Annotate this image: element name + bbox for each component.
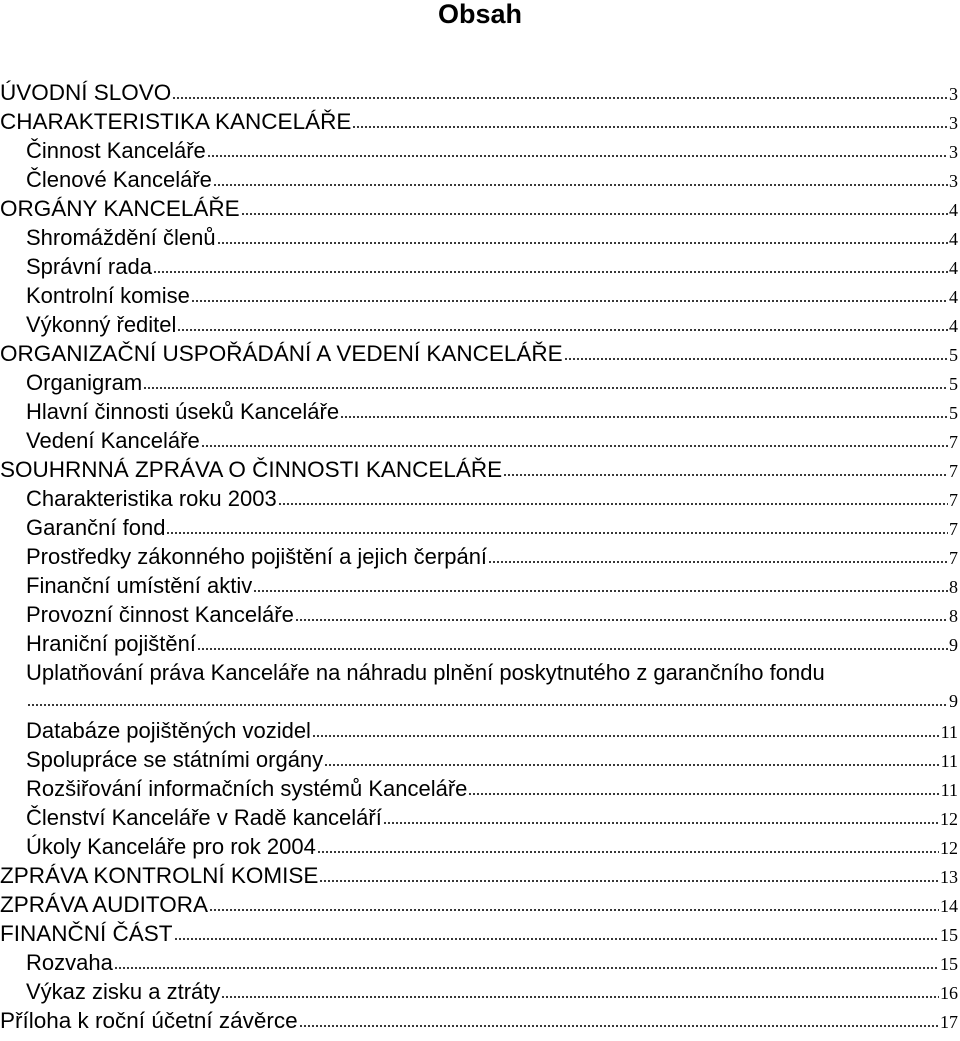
toc-entry[interactable] [0, 745, 960, 774]
toc-entry-title: ORGÁNY KANCELÁŘE [0, 196, 240, 221]
toc-entry[interactable] [0, 832, 960, 861]
toc-entry-title: Členové Kanceláře [26, 167, 212, 192]
toc-page-number: 7 [949, 461, 958, 481]
toc-page-number: 16 [940, 983, 958, 1003]
dot-leader [295, 619, 948, 621]
toc-entry-title: Vedení Kanceláře [26, 428, 200, 453]
toc-page-number: 14 [940, 896, 958, 916]
toc-entry[interactable] [0, 397, 960, 426]
dot-leader [209, 909, 939, 911]
dot-leader [166, 532, 948, 534]
dot-leader [340, 416, 948, 418]
toc-entry[interactable] [0, 803, 960, 832]
toc-page-number: 7 [949, 490, 958, 510]
toc-entry[interactable] [0, 455, 960, 484]
toc-page-number: 11 [940, 751, 958, 771]
toc-entry-title: Členství Kanceláře v Radě kanceláří [26, 805, 382, 830]
toc-entry-title: Správní rada [26, 254, 152, 279]
toc-entry[interactable] [0, 339, 960, 368]
toc-entry-title: CHARAKTERISTIKA KANCELÁŘE [0, 109, 352, 134]
toc-entry-title: Činnost Kanceláře [26, 138, 206, 163]
page-title: Obsah [437, 0, 523, 29]
toc-page-number: 5 [949, 345, 958, 365]
dot-leader [278, 503, 948, 505]
dot-leader [114, 967, 939, 969]
toc-page-number: 17 [940, 1012, 958, 1032]
dot-leader [253, 590, 948, 592]
dot-leader [174, 938, 939, 940]
toc-entry-title: Hraniční pojištění [26, 631, 196, 656]
toc-page-number: 11 [940, 722, 958, 742]
toc-entry-title: Prostředky zákonného pojištění a jejich čerpání [26, 544, 488, 569]
dot-leader [177, 329, 948, 331]
toc-entry[interactable] [0, 426, 960, 455]
toc-page-number: 15 [940, 954, 958, 974]
toc-entry-title: SOUHRNNÁ ZPRÁVA O ČINNOSTI KANCELÁŘE [0, 457, 503, 482]
toc-entry[interactable] [0, 948, 960, 977]
dot-leader [319, 880, 939, 882]
toc-entry[interactable] [0, 368, 960, 397]
toc-entry-title: Databáze pojištěných vozidel [26, 718, 311, 743]
toc-page-number: 12 [940, 809, 958, 829]
toc-page-number: 8 [949, 606, 958, 626]
toc-entry-title: Rozšiřování informačních systémů Kanceláře [26, 776, 468, 801]
toc-entry[interactable] [0, 136, 960, 165]
toc-entry[interactable] [0, 658, 960, 687]
toc-entry[interactable] [0, 252, 960, 281]
toc-entry-title: FINANČNÍ ČÁST [0, 921, 173, 946]
toc-page-number: 4 [949, 316, 958, 336]
dot-leader [207, 155, 948, 157]
toc-entry-title: ZPRÁVA AUDITORA [0, 892, 208, 917]
toc-entry-title: Charakteristika roku 2003 [26, 486, 277, 511]
toc-entry[interactable] [0, 542, 960, 571]
toc-page-number: 12 [940, 838, 958, 858]
toc-entry-title: Rozvaha [26, 950, 113, 975]
toc-page-number: 9 [949, 691, 958, 711]
toc-page-number: 4 [949, 200, 958, 220]
toc-entry[interactable] [0, 629, 960, 658]
toc-page-number: 15 [940, 925, 958, 945]
toc-entry-title: Provozní činnost Kanceláře [26, 602, 294, 627]
toc-entry[interactable] [0, 78, 960, 107]
toc-entry-title: ORGANIZAČNÍ USPOŘÁDÁNÍ A VEDENÍ KANCELÁŘE [0, 341, 563, 366]
toc-entry-title: ZPRÁVA KONTROLNÍ KOMISE [0, 863, 319, 888]
toc-entry[interactable] [0, 919, 960, 948]
toc-page-number: 7 [949, 432, 958, 452]
dot-leader [352, 126, 948, 128]
dot-leader [503, 474, 948, 476]
dot-leader [191, 300, 948, 302]
toc-entry[interactable] [0, 1006, 960, 1035]
toc-entry-title: Hlavní činnosti úseků Kanceláře [26, 399, 340, 424]
toc-entry-title: Garanční fond [26, 515, 166, 540]
toc-page-number: 13 [940, 867, 958, 887]
dot-leader [383, 822, 939, 824]
dot-leader [221, 996, 939, 998]
dot-leader [317, 851, 939, 853]
dot-leader [488, 561, 948, 563]
table-of-contents [0, 78, 960, 1035]
dot-leader [312, 735, 940, 737]
toc-page-number: 4 [949, 258, 958, 278]
toc-page-number: 5 [949, 403, 958, 423]
toc-entry[interactable] [0, 890, 960, 919]
toc-entry[interactable] [0, 484, 960, 513]
toc-entry-title: Finanční umístění aktiv [26, 573, 253, 598]
dot-leader [201, 445, 948, 447]
toc-entry-title: Uplatňování práva Kanceláře na náhradu plnění poskytnutého z garančního fondu [26, 660, 825, 685]
toc-page-number: 4 [949, 287, 958, 307]
toc-entry-title: ÚVODNÍ SLOVO [0, 80, 172, 105]
toc-entry[interactable] [0, 861, 960, 890]
dot-leader [27, 704, 948, 706]
dot-leader [197, 648, 948, 650]
dot-leader [324, 764, 939, 766]
toc-entry[interactable] [0, 687, 960, 716]
toc-entry-title: Výkonný ředitel [26, 312, 177, 337]
toc-page-number: 9 [949, 635, 958, 655]
toc-page-number: 3 [949, 171, 958, 191]
dot-leader [172, 97, 948, 99]
toc-entry[interactable] [0, 165, 960, 194]
dot-leader [213, 184, 948, 186]
toc-page-number: 8 [949, 577, 958, 597]
dot-leader [564, 358, 948, 360]
toc-entry[interactable] [0, 281, 960, 310]
toc-entry[interactable] [0, 716, 960, 745]
toc-entry-title: Příloha k roční účetní závěrce [0, 1008, 298, 1033]
toc-page-number: 3 [949, 113, 958, 133]
toc-entry-title: Organigram [26, 370, 143, 395]
toc-entry-title: Spolupráce se státními orgány [26, 747, 324, 772]
toc-page-number: 11 [940, 780, 958, 800]
toc-entry-title: Výkaz zisku a ztráty [26, 979, 221, 1004]
toc-entry[interactable] [0, 977, 960, 1006]
dot-leader [468, 793, 939, 795]
toc-entry[interactable] [0, 194, 960, 223]
toc-entry-title: Kontrolní komise [26, 283, 190, 308]
toc-page-number: 3 [949, 84, 958, 104]
toc-entry[interactable] [0, 223, 960, 252]
dot-leader [217, 242, 948, 244]
toc-entry-title: Shromáždění členů [26, 225, 216, 250]
toc-page-number: 7 [949, 548, 958, 568]
toc-entry[interactable] [0, 513, 960, 542]
toc-entry[interactable] [0, 310, 960, 339]
toc-entry[interactable] [0, 774, 960, 803]
dot-leader [153, 271, 948, 273]
toc-entry-title: Úkoly Kanceláře pro rok 2004 [26, 834, 316, 859]
dot-leader [299, 1025, 939, 1027]
toc-page-number: 4 [949, 229, 958, 249]
dot-leader [241, 213, 948, 215]
toc-entry[interactable] [0, 600, 960, 629]
toc-page-number: 7 [949, 519, 958, 539]
toc-page-number: 3 [949, 142, 958, 162]
toc-entry[interactable] [0, 107, 960, 136]
dot-leader [143, 387, 948, 389]
toc-page-number: 5 [949, 374, 958, 394]
toc-entry[interactable] [0, 571, 960, 600]
